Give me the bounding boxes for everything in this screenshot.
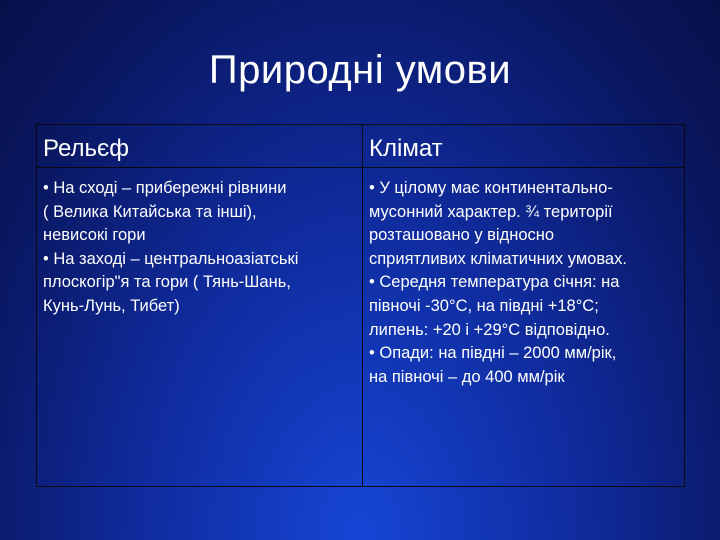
header-climate: Клімат [369,135,443,162]
climate-line: мусонний характер. ¾ території [369,202,613,221]
relief-line: плоскогір"я та гори ( Тянь-Шань, [43,273,291,292]
relief-line: невисокі гори [43,226,146,245]
relief-line: Кунь-Лунь, Тибет) [43,296,180,315]
header-divider [37,167,684,168]
relief-line: • На сході – прибережні рівнини [43,179,287,197]
slide-title: Природні умови [208,48,512,92]
climate-line: сприятливих кліматичних умовах. [369,249,627,268]
climate-line: • Середня температура січня: на [369,273,620,292]
climate-line: липень: +20 і +29°С відповідно. [369,320,610,339]
climate-line: на півночі – до 400 мм/рік [369,367,565,386]
relief-line: ( Велика Китайська та інші), [43,202,257,221]
climate-line: півночі -30°С, на півдні +18°С; [369,296,599,315]
climate-line: • У цілому має континентально- [369,179,613,197]
climate-line: розташовано у відносно [369,226,555,245]
climate-line: • Опади: на півдні – 2000 мм/рік, [369,344,617,363]
relief-cell [43,177,363,319]
climate-cell [369,177,687,389]
comparison-table [36,124,685,487]
header-relief: Рельєф [43,135,130,162]
relief-line: • На заході – центральноазіатські [43,249,299,268]
